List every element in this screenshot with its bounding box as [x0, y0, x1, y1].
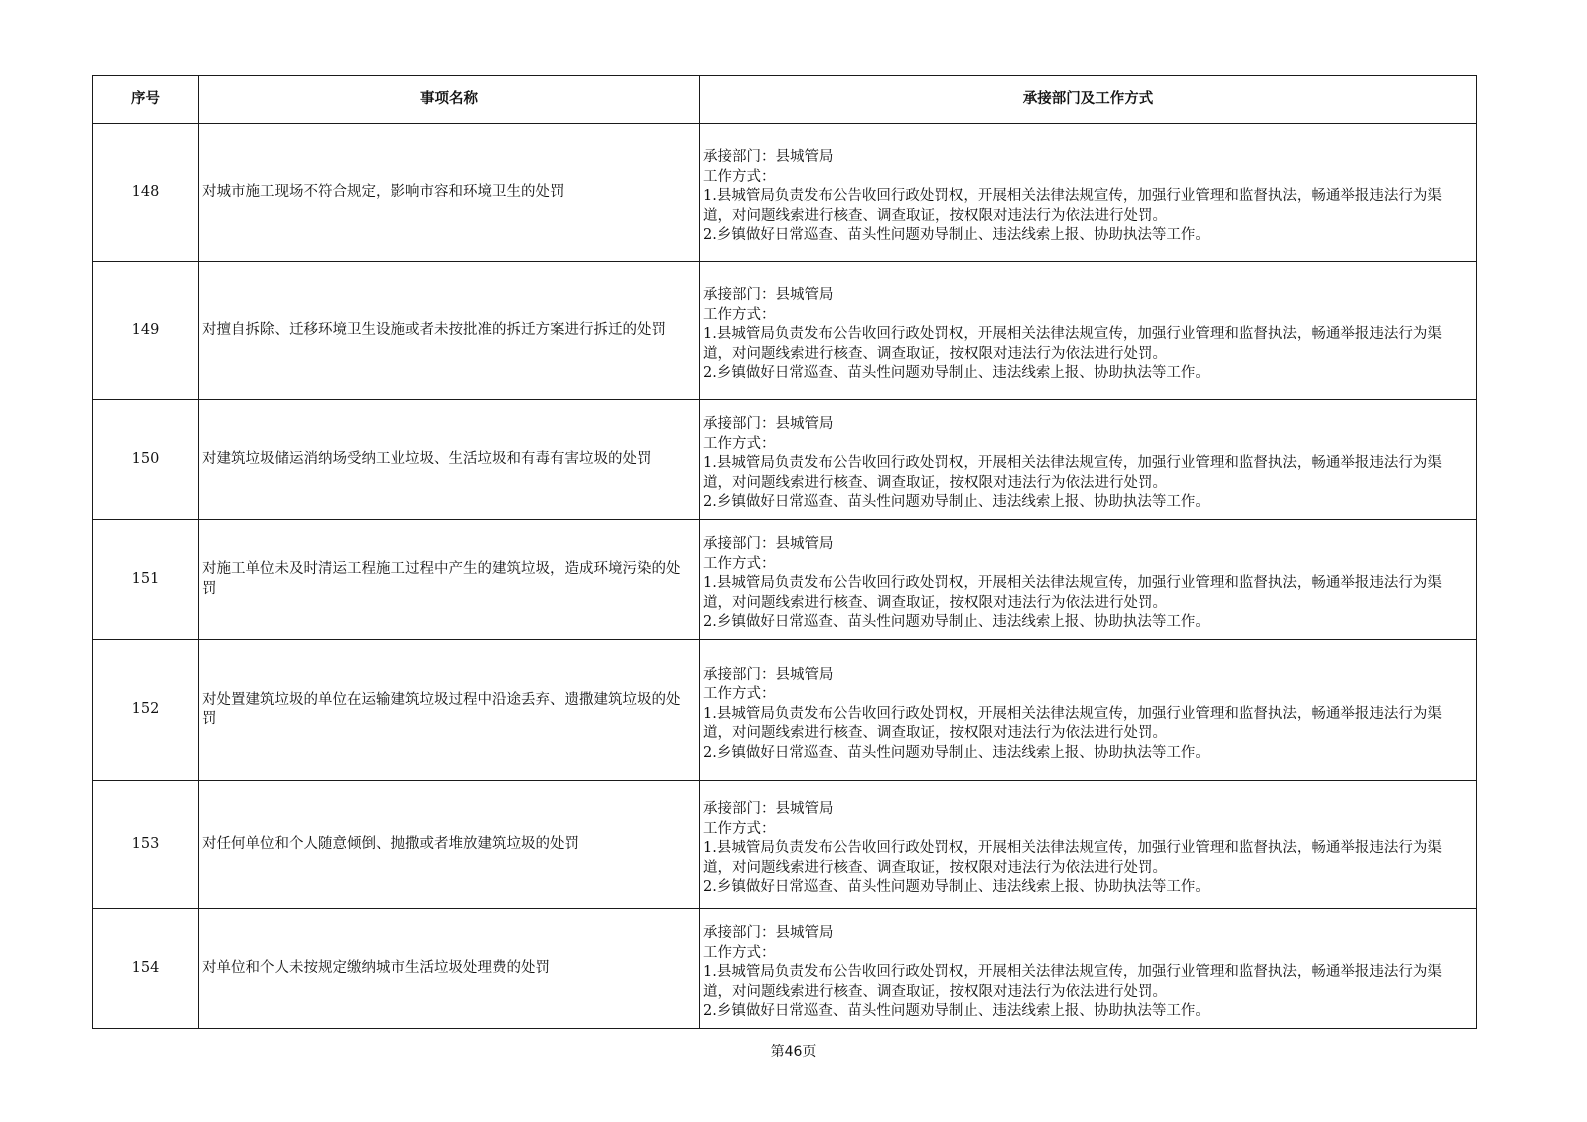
header-name: 事项名称 — [199, 76, 700, 124]
method-item-1: 1.县城管局负责发布公告收回行政处罚权，开展相关法律法规宣传，加强行业管理和监督执法，畅通举报违法行为渠道，对问题线索进行核查、调查取证，按权限对违法行为依法进行处罚。 — [703, 575, 1442, 611]
table-row — [93, 400, 1477, 520]
row-seq: 154 — [93, 909, 199, 1029]
table-row — [93, 520, 1477, 640]
method-item-1: 1.县城管局负责发布公告收回行政处罚权，开展相关法律法规宣传，加强行业管理和监督执法，畅通举报违法行为渠道，对问题线索进行核查、调查取证，按权限对违法行为依法进行处罚。 — [703, 326, 1442, 362]
method-item-1: 1.县城管局负责发布公告收回行政处罚权，开展相关法律法规宣传，加强行业管理和监督执法，畅通举报违法行为渠道，对问题线索进行核查、调查取证，按权限对违法行为依法进行处罚。 — [703, 964, 1442, 1000]
table-row — [93, 262, 1477, 400]
method-item-1: 1.县城管局负责发布公告收回行政处罚权，开展相关法律法规宣传，加强行业管理和监督执法，畅通举报违法行为渠道，对问题线索进行核查、调查取证，按权限对违法行为依法进行处罚。 — [703, 455, 1442, 491]
table-row — [93, 909, 1477, 1029]
row-seq: 150 — [93, 400, 199, 520]
row-item-name: 对擅自拆除、迁移环境卫生设施或者未按批准的拆迁方案进行拆迁的处罚 — [199, 262, 700, 400]
header-seq: 序号 — [93, 76, 199, 124]
table-header-row — [93, 76, 1477, 124]
dept-line: 承接部门：县城管局 — [703, 416, 834, 433]
row-item-name: 对处置建筑垃圾的单位在运输建筑垃圾过程中沿途丢弃、遗撒建筑垃圾的处罚 — [199, 640, 700, 781]
method-label: 工作方式： — [703, 168, 776, 185]
dept-line: 承接部门：县城管局 — [703, 666, 834, 683]
method-label: 工作方式： — [703, 686, 776, 703]
row-dept-method — [700, 781, 1477, 909]
dept-line: 承接部门：县城管局 — [703, 801, 834, 818]
method-item-1: 1.县城管局负责发布公告收回行政处罚权，开展相关法律法规宣传，加强行业管理和监督执法，畅通举报违法行为渠道，对问题线索进行核查、调查取证，按权限对违法行为依法进行处罚。 — [703, 840, 1442, 876]
row-seq: 152 — [93, 640, 199, 781]
row-dept-method — [700, 262, 1477, 400]
row-dept-method — [700, 124, 1477, 262]
method-label: 工作方式： — [703, 820, 776, 837]
method-item-2: 2.乡镇做好日常巡查、苗头性问题劝导制止、违法线索上报、协助执法等工作。 — [703, 1003, 1210, 1020]
row-dept-method — [700, 909, 1477, 1029]
table-row — [93, 124, 1477, 262]
method-item-2: 2.乡镇做好日常巡查、苗头性问题劝导制止、违法线索上报、协助执法等工作。 — [703, 879, 1210, 896]
row-dept-method — [700, 520, 1477, 640]
method-item-2: 2.乡镇做好日常巡查、苗头性问题劝导制止、违法线索上报、协助执法等工作。 — [703, 494, 1210, 511]
table-row — [93, 781, 1477, 909]
dept-line: 承接部门：县城管局 — [703, 287, 834, 304]
row-seq: 151 — [93, 520, 199, 640]
method-label: 工作方式： — [703, 555, 776, 572]
method-label: 工作方式： — [703, 944, 776, 961]
method-item-2: 2.乡镇做好日常巡查、苗头性问题劝导制止、违法线索上报、协助执法等工作。 — [703, 614, 1210, 631]
page-number: 第46页 — [770, 1044, 817, 1060]
dept-line: 承接部门：县城管局 — [703, 536, 834, 553]
row-item-name: 对施工单位未及时清运工程施工过程中产生的建筑垃圾，造成环境污染的处罚 — [199, 520, 700, 640]
dept-line: 承接部门：县城管局 — [703, 149, 834, 166]
method-item-1: 1.县城管局负责发布公告收回行政处罚权，开展相关法律法规宣传，加强行业管理和监督执法，畅通举报违法行为渠道，对问题线索进行核查、调查取证，按权限对违法行为依法进行处罚。 — [703, 188, 1442, 224]
dept-line: 承接部门：县城管局 — [703, 925, 834, 942]
row-seq: 148 — [93, 124, 199, 262]
method-item-2: 2.乡镇做好日常巡查、苗头性问题劝导制止、违法线索上报、协助执法等工作。 — [703, 227, 1210, 244]
row-dept-method — [700, 400, 1477, 520]
method-item-2: 2.乡镇做好日常巡查、苗头性问题劝导制止、违法线索上报、协助执法等工作。 — [703, 365, 1210, 382]
header-dept: 承接部门及工作方式 — [700, 76, 1477, 124]
method-label: 工作方式： — [703, 306, 776, 323]
row-dept-method — [700, 640, 1477, 781]
method-label: 工作方式： — [703, 435, 776, 452]
row-seq: 149 — [93, 262, 199, 400]
row-item-name: 对建筑垃圾储运消纳场受纳工业垃圾、生活垃圾和有毒有害垃圾的处罚 — [199, 400, 700, 520]
method-item-2: 2.乡镇做好日常巡查、苗头性问题劝导制止、违法线索上报、协助执法等工作。 — [703, 744, 1210, 761]
method-item-1: 1.县城管局负责发布公告收回行政处罚权，开展相关法律法规宣传，加强行业管理和监督执法，畅通举报违法行为渠道，对问题线索进行核查、调查取证，按权限对违法行为依法进行处罚。 — [703, 705, 1442, 742]
row-item-name: 对城市施工现场不符合规定，影响市容和环境卫生的处罚 — [199, 124, 700, 262]
row-item-name: 对任何单位和个人随意倾倒、抛撒或者堆放建筑垃圾的处罚 — [199, 781, 700, 909]
table-row — [93, 640, 1477, 781]
row-item-name: 对单位和个人未按规定缴纳城市生活垃圾处理费的处罚 — [199, 909, 700, 1029]
matters-table — [92, 75, 1477, 1029]
row-seq: 153 — [93, 781, 199, 909]
